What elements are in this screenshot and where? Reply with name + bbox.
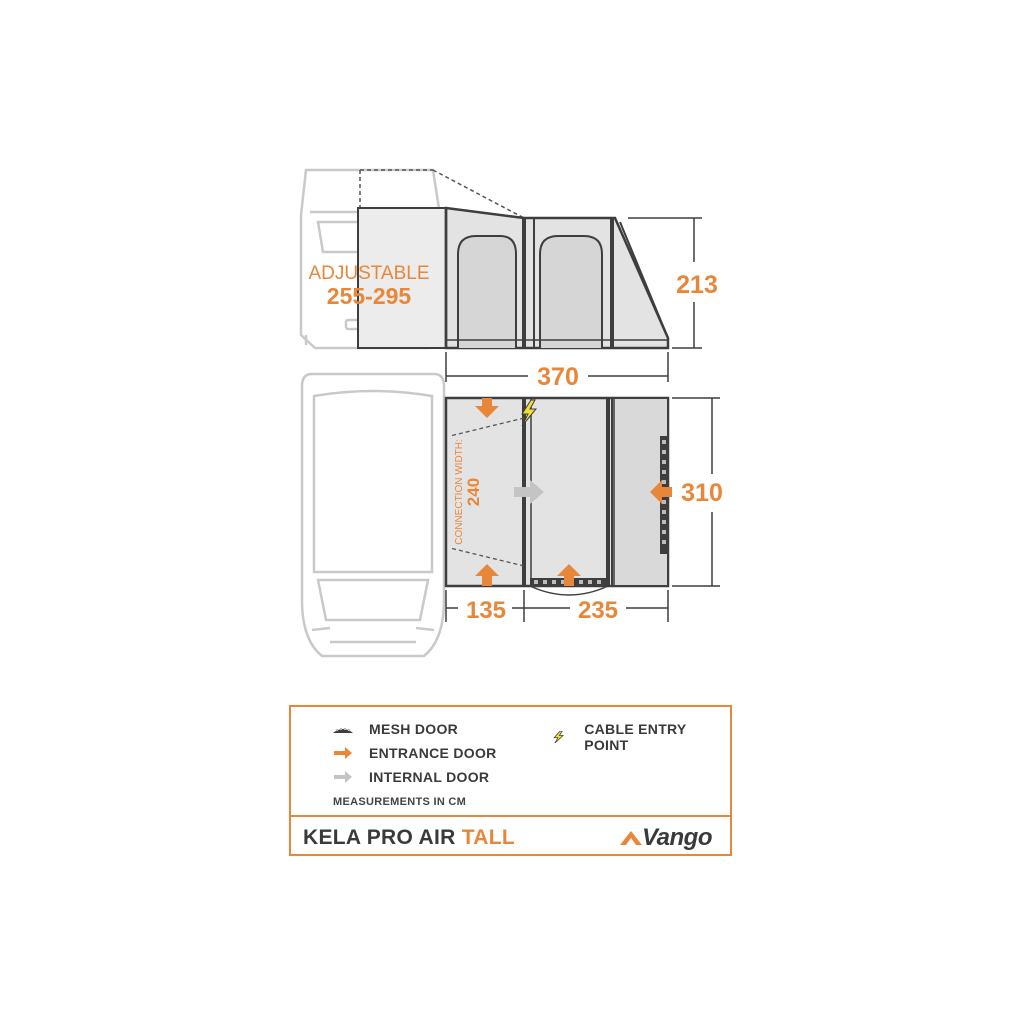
section-right-label: 235 bbox=[577, 597, 619, 624]
product-name bbox=[303, 826, 515, 850]
vehicle-top-view bbox=[302, 374, 444, 656]
lightning-icon bbox=[547, 731, 570, 743]
measurements-note: MEASUREMENTS IN CM bbox=[333, 796, 467, 808]
entrance-arrow-icon bbox=[331, 747, 355, 759]
adjustable-range: 255-295 bbox=[326, 283, 412, 309]
internal-arrow-icon bbox=[331, 771, 355, 783]
legend-internal-door-label: INTERNAL DOOR bbox=[369, 769, 490, 785]
legend-cable-entry bbox=[547, 721, 730, 753]
legend-cable-entry-label: CABLE ENTRY POINT bbox=[584, 721, 687, 753]
connection-label: CONNECTION WIDTH: bbox=[454, 439, 465, 545]
product-variant: TALL bbox=[461, 826, 515, 849]
mesh-door-icon bbox=[331, 723, 355, 735]
adjustable-label: ADJUSTABLE bbox=[308, 263, 430, 284]
brand-name: Vango bbox=[642, 824, 712, 851]
legend-internal-door bbox=[331, 769, 489, 785]
legend-entrance-door-label: ENTRANCE DOOR bbox=[369, 745, 497, 761]
section-left-label: 135 bbox=[465, 597, 507, 624]
legend-entrance-door bbox=[331, 745, 497, 761]
legend-mesh-door bbox=[331, 721, 458, 737]
length-label: 370 bbox=[537, 363, 579, 391]
vango-logo-icon bbox=[620, 829, 642, 847]
height-label: 213 bbox=[676, 271, 718, 299]
legend-panel bbox=[289, 705, 732, 856]
depth-label: 310 bbox=[681, 479, 723, 507]
legend-mesh-door-label: MESH DOOR bbox=[369, 721, 459, 737]
legend-divider bbox=[291, 815, 730, 817]
product-name-main: KELA PRO AIR bbox=[303, 826, 456, 849]
brand-logo bbox=[620, 824, 712, 852]
connection-value: 240 bbox=[464, 477, 483, 507]
